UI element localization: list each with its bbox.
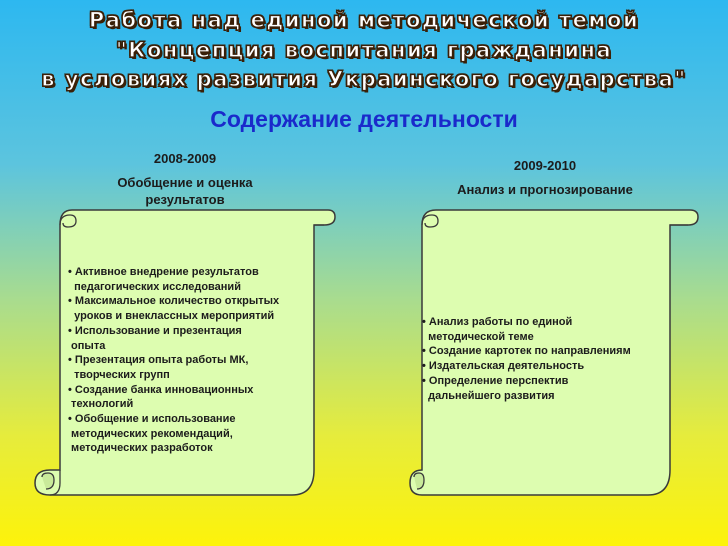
list-item: • Максимальное количество открытых [68, 295, 280, 308]
right-column-heading [425, 157, 665, 198]
list-item: опыта [68, 339, 106, 352]
list-item: методической теме [422, 330, 534, 343]
list-item: • Издательская деятельность [422, 360, 585, 373]
left-scroll [32, 205, 337, 500]
list-item: уроков и внеклассных мероприятий [68, 310, 275, 323]
left-column-years: 2008-2009 [153, 151, 217, 166]
list-item: дальнейшего развития [422, 389, 555, 402]
section-subtitle: Содержание деятельности [210, 106, 518, 132]
list-item: • Использование и презентация [68, 324, 242, 337]
left-column-title-line-1: Обобщение и оценка [117, 175, 253, 190]
list-item: методических разработок [68, 442, 213, 455]
list-item: • Создание картотек по направлениям [422, 345, 631, 358]
left-column-heading [95, 150, 275, 208]
page-title-line-1: Работа над единой методической темой [88, 8, 640, 32]
left-scroll-list [68, 265, 313, 456]
left-column-title-line-2: результатов [145, 192, 225, 207]
list-item: • Презентация опыта работы МК, [68, 354, 249, 367]
list-item: творческих групп [68, 368, 170, 381]
page-title-line-3: в условиях развития Украинского государства" [41, 67, 687, 91]
list-item: технологий [68, 398, 134, 411]
list-item: педагогических исследований [68, 280, 241, 293]
right-scroll [408, 205, 700, 500]
list-item: • Определение перспектив [422, 374, 569, 387]
list-item: методических рекомендаций, [68, 427, 233, 440]
list-item: • Обобщение и использование [68, 413, 236, 426]
list-item: • Анализ работы по единой [422, 316, 573, 328]
page-title-line-2: "Концепция воспитания гражданина [115, 38, 613, 62]
right-column-title: Анализ и прогнозирование [457, 182, 633, 197]
right-scroll-list [422, 315, 672, 403]
list-item: • Активное внедрение результатов [68, 266, 259, 278]
list-item: • Создание банка инновационных [68, 383, 254, 396]
right-column-years: 2009-2010 [513, 158, 577, 173]
